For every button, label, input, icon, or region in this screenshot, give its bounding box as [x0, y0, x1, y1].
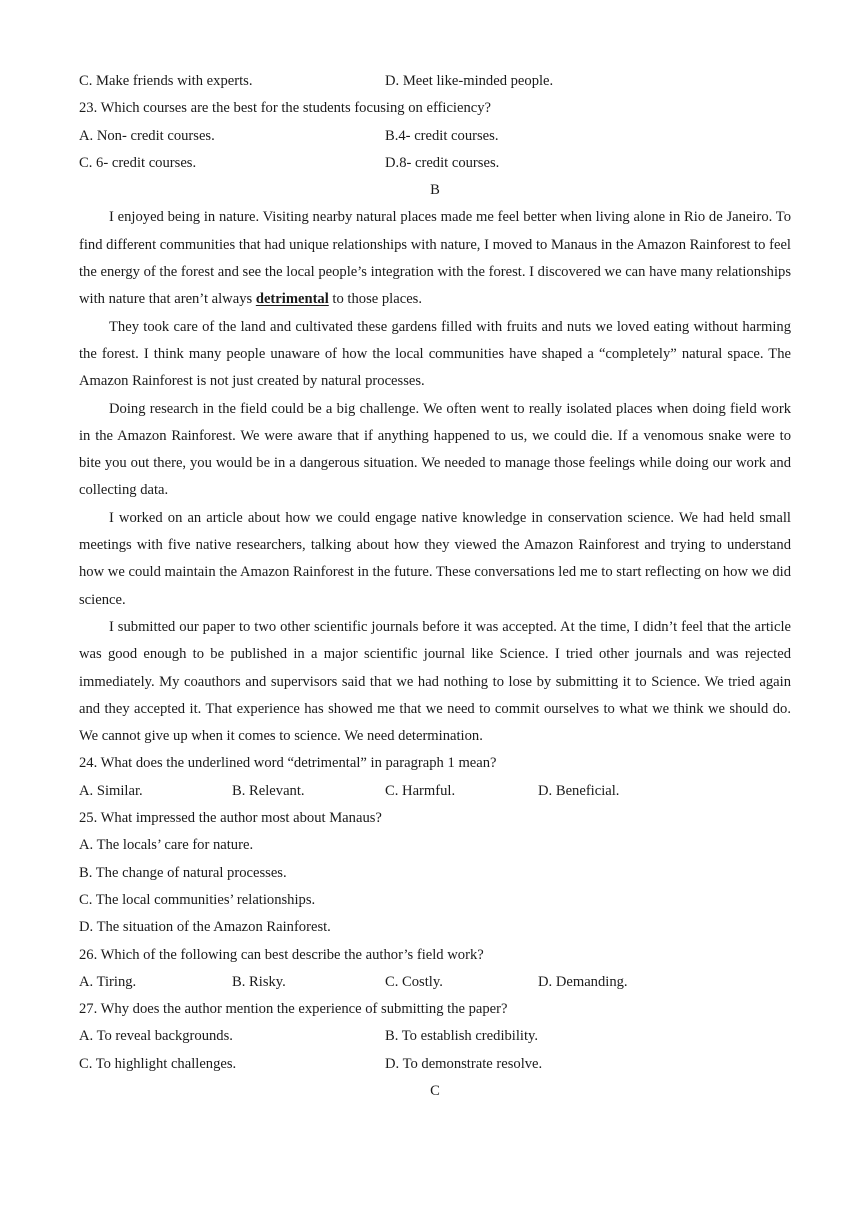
q23-options-row-1 — [79, 123, 791, 150]
q24-options-row — [79, 778, 791, 805]
q24-stem: 24. What does the underlined word “detrimental” in paragraph 1 mean? — [79, 755, 497, 772]
q26-option-a: A. Tiring. — [79, 973, 137, 990]
q23-stem: 23. Which courses are the best for the students focusing on efficiency? — [79, 100, 492, 117]
q23-option-c: C. 6- credit courses. — [79, 154, 197, 171]
q24-option-d: D. Beneficial. — [538, 782, 620, 799]
q24-option-b: B. Relevant. — [232, 782, 305, 799]
q24-option-a: A. Similar. — [79, 782, 143, 799]
q23-option-b: B.4- credit courses. — [385, 127, 499, 144]
q27-option-c: C. To highlight challenges. — [79, 1055, 237, 1072]
q25-option-c: C. The local communities’ relationships. — [79, 891, 316, 908]
q23-option-d: D.8- credit courses. — [385, 154, 500, 171]
q25-option-d: D. The situation of the Amazon Rainforest. — [79, 919, 331, 936]
q27-options-row-2 — [79, 1051, 791, 1078]
q23-options-row-2 — [79, 150, 791, 177]
q25-option-a: A. The locals’ care for nature. — [79, 837, 254, 854]
passage-paragraph-2: They took care of the land and cultivated these gardens filled with fruits and nuts we loved eating without harming the forest. I think many people unaware of how the local communities have shaped a “completely” natural space. The Amazon Rainforest is not just created by natural processes. — [79, 318, 791, 390]
q26-option-c: C. Costly. — [385, 973, 443, 990]
q26-stem: 26. Which of the following can best describe the author’s field work? — [79, 946, 484, 963]
q27-option-b: B. To establish credibility. — [385, 1028, 539, 1045]
q26-options-row — [79, 969, 791, 996]
q24-option-c: C. Harmful. — [385, 782, 456, 799]
p1-text-before: I enjoyed being in nature. Visiting nearby natural places made me feel better when living alone in Rio de Janeiro. To find different communities that had unique relationships with nature, I moved to Manaus in the Amazon Rainforest to feel the energy of the forest and see the local people’s integration with the forest. I discovered we can have many relationships with nature that aren’t always — [79, 209, 791, 308]
q25-stem: 25. What impressed the author most about Manaus? — [79, 810, 382, 827]
passage-paragraph-5: I submitted our paper to two other scientific journals before it was accepted. At the time, I didn’t feel that the article was good enough to be published in a major scientific journal like Science. I tried other journals and was rejected immediately. My coauthors and supervisors said that we had nothing to lose by submitting it to Science. We tried again and they accepted it. That experience has showed me that we need to commit ourselves to what we think we should do. We cannot give up when it comes to science. We need determination. — [79, 618, 791, 745]
q27-stem: 27. Why does the author mention the experience of submitting the paper? — [79, 1001, 508, 1018]
q27-option-d: D. To demonstrate resolve. — [385, 1055, 543, 1072]
q26-option-d: D. Demanding. — [538, 973, 628, 990]
q26-option-b: B. Risky. — [232, 973, 286, 990]
p1-text-after: to those places. — [328, 291, 422, 308]
underlined-word: detrimental — [255, 291, 329, 308]
q22-option-c: C. Make friends with experts. — [79, 73, 253, 89]
q25-option-b: B. The change of natural processes. — [79, 864, 287, 881]
q22-options-row — [79, 68, 791, 95]
exam-page — [79, 68, 791, 1105]
q27-options-row-1 — [79, 1023, 791, 1050]
q23-option-a: A. Non- credit courses. — [79, 127, 215, 144]
passage-paragraph-4: I worked on an article about how we could engage native knowledge in conservation science. We had held small meetings with five native researchers, talking about how they viewed the Amazon Rainforest and trying to understand how we could maintain the Amazon Rainforest in the future. These conversations led me to start reflecting on how we did science. — [79, 509, 791, 608]
passage-paragraph-3: Doing research in the field could be a big challenge. We often went to really isolated places when doing field work in the Amazon Rainforest. We were aware that if anything happened to us, we could die. If a venomous snake were to bite you out there, you would be in a dangerous situation. We needed to manage those feelings while doing our work and collecting data. — [79, 400, 791, 499]
section-b-heading: B — [430, 182, 440, 199]
passage-paragraph-1 — [79, 204, 791, 313]
section-c-heading: C — [430, 1082, 440, 1099]
q22-option-d: D. Meet like-minded people. — [385, 73, 554, 89]
q27-option-a: A. To reveal backgrounds. — [79, 1028, 233, 1045]
